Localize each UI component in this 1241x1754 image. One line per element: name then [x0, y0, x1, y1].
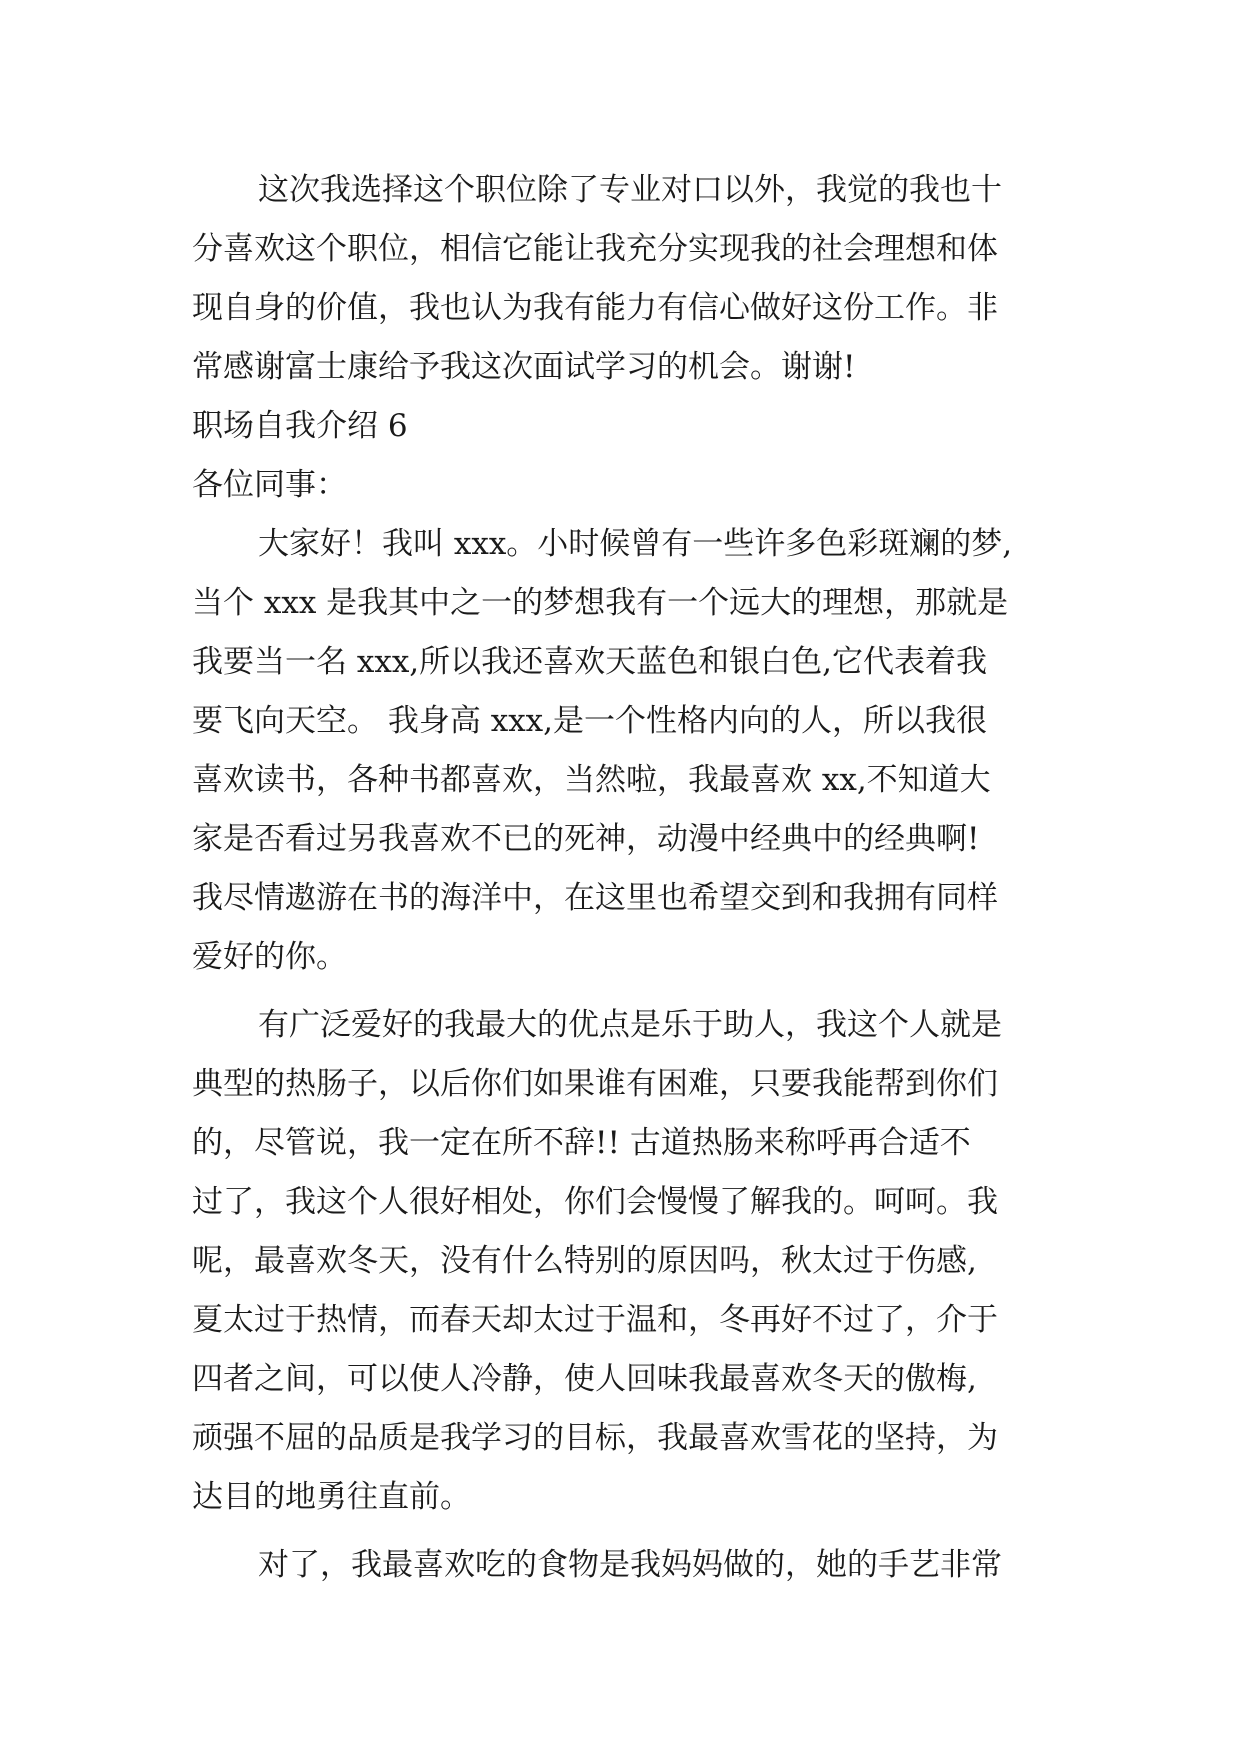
text-line: 我尽情遨游在书的海洋中，在这里也希望交到和我拥有同样 — [192, 880, 998, 916]
text-line: 顽强不屈的品质是我学习的目标，我最喜欢雪花的坚持，为 — [192, 1420, 998, 1456]
paragraph-spacer — [192, 1527, 1050, 1536]
text-line: 爱好的你。 — [192, 939, 347, 975]
text-line: 现自身的价值，我也认为我有能力有信心做好这份工作。非 — [192, 290, 998, 326]
text-line: 家是否看过另我喜欢不已的死神，动漫中经典中的经典啊! — [192, 821, 980, 857]
section-heading: 职场自我介绍 6 — [192, 408, 408, 444]
text-line: 喜欢读书，各种书都喜欢，当然啦，我最喜欢 xx,不知道大 — [192, 762, 991, 798]
paragraph-spacer — [192, 987, 1050, 996]
text-line: 常感谢富士康给予我这次面试学习的机会。谢谢! — [192, 349, 856, 385]
text-line: 呢，最喜欢冬天，没有什么特别的原因吗，秋太过于伤感, — [192, 1243, 977, 1279]
text-line: 夏太过于热情，而春天却太过于温和，冬再好不过了，介于 — [192, 1302, 998, 1338]
document-body — [192, 161, 1050, 1595]
text-line: 四者之间，可以使人冷静，使人回味我最喜欢冬天的傲梅, — [192, 1361, 977, 1397]
text-line: 分喜欢这个职位，相信它能让我充分实现我的社会理想和体 — [192, 231, 998, 267]
text-line: 这次我选择这个职位除了专业对口以外，我觉的我也十 — [258, 172, 1002, 208]
paragraph-4 — [192, 1536, 1050, 1595]
text-line: 大家好！我叫 xxx。小时候曾有一些许多色彩斑斓的梦, — [258, 526, 1013, 562]
paragraph-3 — [192, 996, 1050, 1527]
text-line: 我要当一名 xxx,所以我还喜欢天蓝色和银白色,它代表着我 — [192, 644, 988, 680]
text-line: 达目的地勇往直前。 — [192, 1479, 471, 1515]
text-line: 的，尽管说，我一定在所不辞!! 古道热肠来称呼再合适不 — [192, 1125, 971, 1161]
text-line: 对了，我最喜欢吃的食物是我妈妈做的，她的手艺非常 — [258, 1547, 1002, 1583]
paragraph-2 — [192, 515, 1050, 987]
text-line: 当个 xxx 是我其中之一的梦想我有一个远大的理想，那就是 — [192, 585, 1009, 621]
greeting-line: 各位同事： — [192, 467, 347, 503]
text-line: 过了，我这个人很好相处，你们会慢慢了解我的。呵呵。我 — [192, 1184, 998, 1220]
text-line: 有广泛爱好的我最大的优点是乐于助人，我这个人就是 — [258, 1007, 1002, 1043]
paragraph-1 — [192, 161, 1050, 397]
text-line: 要飞向天空。 我身高 xxx,是一个性格内向的人，所以我很 — [192, 703, 988, 739]
text-line: 典型的热肠子，以后你们如果谁有困难，只要我能帮到你们 — [192, 1066, 998, 1102]
